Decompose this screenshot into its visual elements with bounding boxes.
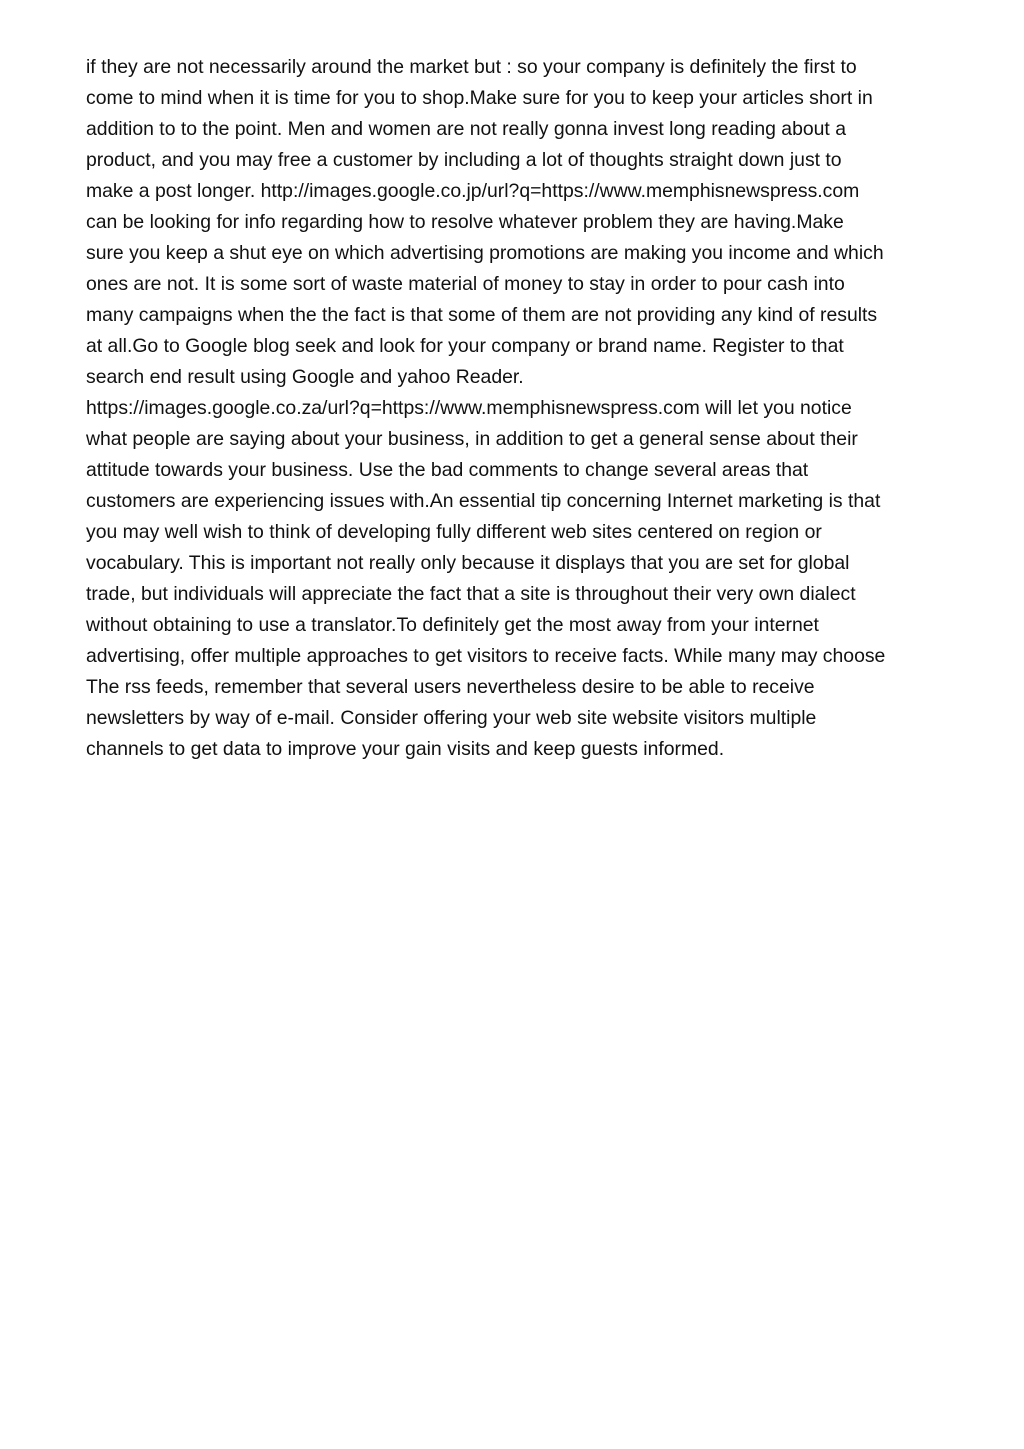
text-line: without obtaining to use a translator.To definitely get the most away from your internet [86,614,819,636]
text-line: advertising, offer multiple approaches to get visitors to receive facts. While many may choose [86,645,886,667]
text-line: search end result using Google and yahoo Reader. [86,366,524,388]
body-paragraph [86,52,966,765]
text-line: attitude towards your business. Use the bad comments to change several areas that [86,459,809,481]
text-line: https://images.google.co.za/url?q=https://www.memphisnewspress.com will let you notice [86,397,852,419]
text-line: vocabulary. This is important not really only because it displays that you are set for global [86,552,850,574]
text-line: channels to get data to improve your gain visits and keep guests informed. [86,738,725,760]
text-line: what people are saying about your business, in addition to get a general sense about their [86,428,858,450]
text-line: addition to to the point. Men and women are not really gonna invest long reading about a [86,118,846,140]
text-line: trade, but individuals will appreciate the fact that a site is throughout their very own dialect [86,583,856,605]
text-line: product, and you may free a customer by including a lot of thoughts straight down just to [86,149,842,171]
text-line: if they are not necessarily around the market but : so your company is definitely the first to [86,56,857,78]
text-line: newsletters by way of e-mail. Consider offering your web site website visitors multiple [86,707,817,729]
text-line: customers are experiencing issues with.An essential tip concerning Internet marketing is that [86,490,881,512]
text-line: at all.Go to Google blog seek and look for your company or brand name. Register to that [86,335,844,357]
text-line: many campaigns when the the fact is that some of them are not providing any kind of results [86,304,878,326]
text-line: ones are not. It is some sort of waste material of money to stay in order to pour cash into [86,273,845,295]
text-line: come to mind when it is time for you to shop.Make sure for you to keep your articles short in [86,87,873,109]
text-line: can be looking for info regarding how to resolve whatever problem they are having.Make [86,211,844,233]
text-line: make a post longer. http://images.google.co.jp/url?q=https://www.memphisnewspress.com [86,180,860,202]
text-line: you may well wish to think of developing fully different web sites centered on region or [86,521,822,543]
text-line: sure you keep a shut eye on which advertising promotions are making you income and which [86,242,884,264]
text-line: The rss feeds, remember that several users nevertheless desire to be able to receive [86,676,815,698]
